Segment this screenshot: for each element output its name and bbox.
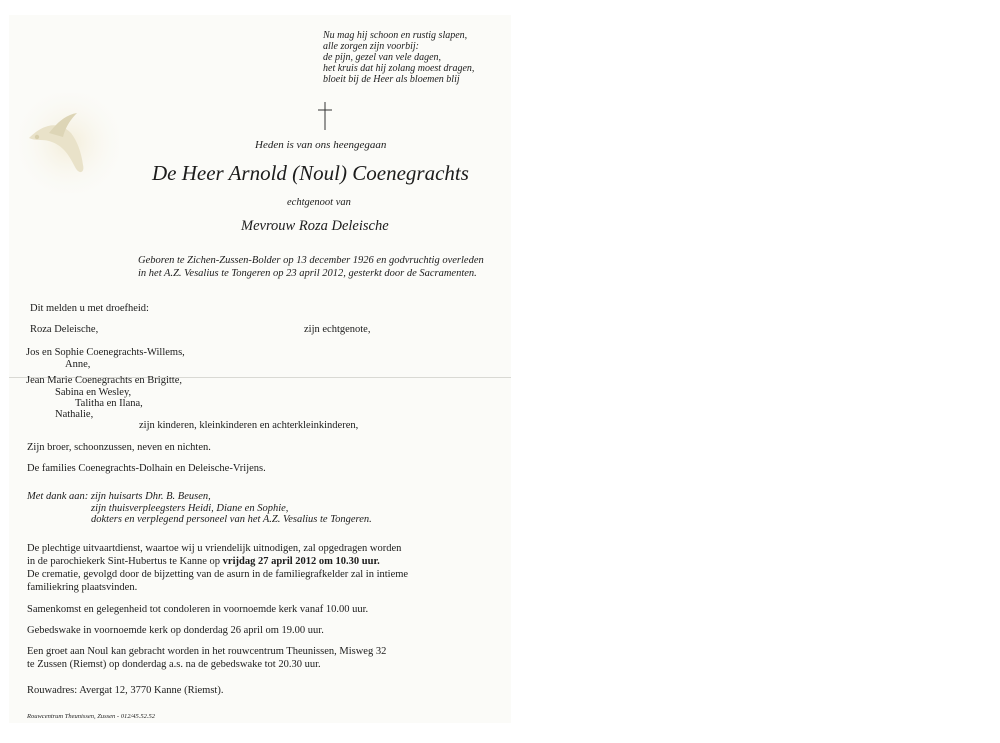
memorial-card xyxy=(9,15,511,723)
family-line: Jos en Sophie Coenegrachts-Willems, xyxy=(26,347,185,358)
poem-line-4: het kruis dat hij zolang moest dragen, xyxy=(323,63,475,74)
birth-death-line-1: Geboren te Zichen-Zussen-Bolder op 13 december 1926 en godvruchtig overleden xyxy=(138,255,484,266)
family-spouse-role: zijn echtgenote, xyxy=(304,324,371,335)
service-line-1: De plechtige uitvaartdienst, waartoe wij u vriendelijk uitnodigen, zal opgedragen worden xyxy=(27,543,402,554)
family-spouse: Roza Deleische, xyxy=(30,324,99,335)
siblings-text: Zijn broer, schoonzussen, neven en nichten. xyxy=(27,442,211,453)
announce-text: Dit melden u met droefheid: xyxy=(30,303,149,314)
poem-line-3: de pijn, gezel van vele dagen, xyxy=(323,52,442,63)
poem-line-2: alle zorgen zijn voorbij: xyxy=(323,41,420,52)
footer-text: Rouwcentrum Theunissen, Zussen - 012/45.52.52 xyxy=(27,713,156,720)
thanks-line-1: Met dank aan: zijn huisarts Dhr. B. Beusen, xyxy=(27,491,211,502)
dove-icon xyxy=(19,93,119,193)
poem-line-5: bloeit bij de Heer als bloemen blij xyxy=(323,74,460,85)
thanks-line-2: zijn thuisverpleegsters Heidi, Diane en Sophie, xyxy=(91,503,289,514)
thanks-line-3: dokters en verplegend personeel van het A.Z. Vesalius te Tongeren. xyxy=(91,514,372,525)
family-line: Sabina en Wesley, xyxy=(55,387,132,398)
address-text: Rouwadres: Avergat 12, 3770 Kanne (Riemst). xyxy=(27,685,224,696)
spouse-name: Mevrouw Roza Deleische xyxy=(241,218,389,234)
cross-icon xyxy=(317,101,333,131)
service-line-2 xyxy=(27,556,380,567)
poem-line-1: Nu mag hij schoon en rustig slapen, xyxy=(323,30,468,41)
intro-text: Heden is van ons heengegaan xyxy=(255,139,387,151)
children-role: zijn kinderen, kleinkinderen en achterkleinkinderen, xyxy=(139,420,359,431)
service-line-4: familiekring plaatsvinden. xyxy=(27,582,138,593)
gathering-text: Samenkomst en gelegenheid tot condoleren in voornoemde kerk vanaf 10.00 uur. xyxy=(27,604,369,615)
family-line: Jean Marie Coenegrachts en Brigitte, xyxy=(26,375,182,386)
spouse-intro: echtgenoot van xyxy=(287,197,351,208)
service-line-3: De crematie, gevolgd door de bijzetting van de asurn in de familiegrafkelder zal in intieme xyxy=(27,569,409,580)
birth-death-line-2: in het A.Z. Vesalius te Tongeren op 23 april 2012, gesterkt door de Sacramenten. xyxy=(138,268,477,279)
vigil-text: Gebedswake in voornoemde kerk op donderdag 26 april om 19.00 uur. xyxy=(27,625,324,636)
family-line: Nathalie, xyxy=(55,409,94,420)
greeting-line-2: te Zussen (Riemst) op donderdag a.s. na de gebedswake tot 20.30 uur. xyxy=(27,659,321,670)
families-text: De families Coenegrachts-Dolhain en Deleische-Vrijens. xyxy=(27,463,266,474)
service-line-2-text: in de parochiekerk Sint-Hubertus te Kanne op xyxy=(27,556,223,567)
greeting-line-1: Een groet aan Noul kan gebracht worden in het rouwcentrum Theunissen, Misweg 32 xyxy=(27,646,387,657)
service-date: vrijdag 27 april 2012 om 10.30 uur. xyxy=(222,556,380,567)
deceased-name: De Heer Arnold (Noul) Coenegrachts xyxy=(152,161,469,185)
family-line: Anne, xyxy=(65,359,91,370)
family-line: Talitha en Ilana, xyxy=(75,398,143,409)
